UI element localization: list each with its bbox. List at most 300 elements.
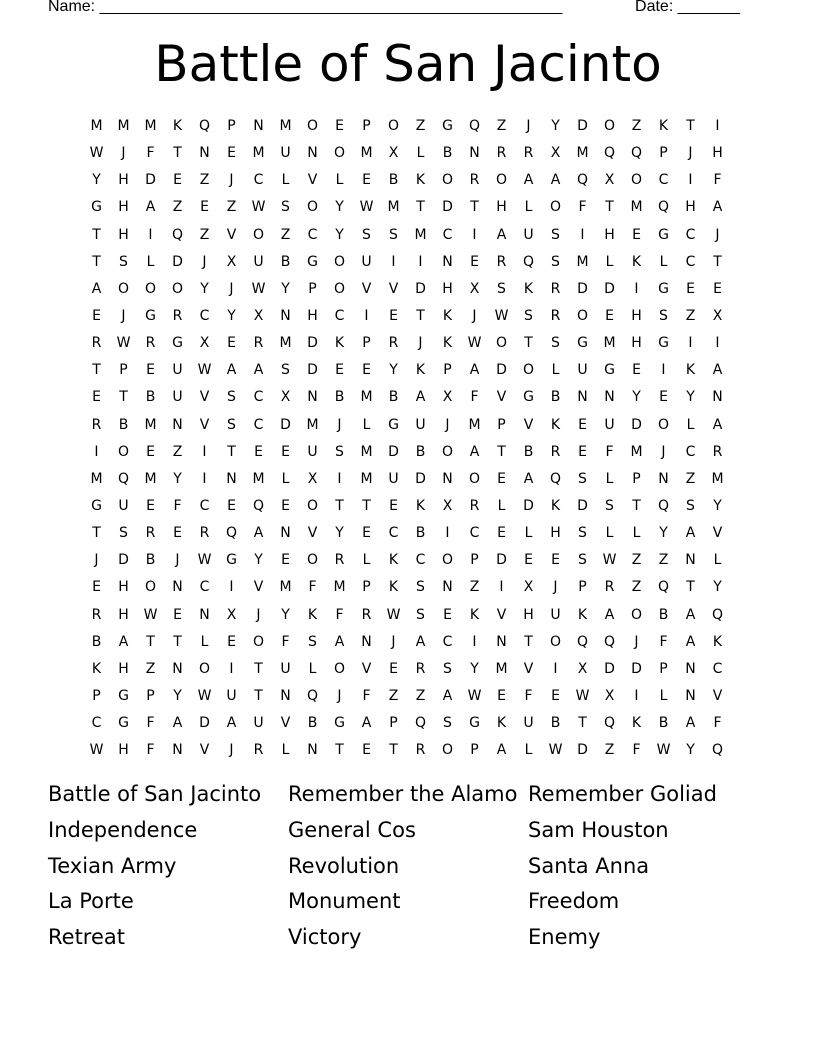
grid-letter[interactable]: Q — [711, 606, 724, 623]
grid-letter[interactable]: V — [226, 226, 237, 243]
grid-letter[interactable]: L — [335, 172, 344, 189]
grid-letter[interactable]: C — [199, 497, 210, 514]
grid-letter[interactable]: P — [308, 280, 317, 297]
grid-letter[interactable]: O — [441, 552, 454, 569]
grid-letter[interactable]: B — [388, 389, 399, 406]
grid-letter[interactable]: N — [226, 470, 237, 487]
grid-letter[interactable]: E — [335, 118, 344, 134]
grid-letter[interactable]: Z — [415, 118, 426, 134]
grid-letter[interactable]: P — [146, 687, 155, 704]
grid-letter[interactable]: Y — [281, 280, 290, 297]
grid-letter[interactable]: D — [307, 362, 318, 379]
grid-letter[interactable]: Y — [551, 118, 560, 134]
grid-letter[interactable]: K — [469, 606, 480, 623]
grid-letter[interactable]: E — [173, 525, 182, 542]
grid-letter[interactable]: W — [602, 552, 617, 569]
grid-letter[interactable]: J — [445, 416, 450, 433]
grid-letter[interactable]: L — [551, 362, 560, 379]
grid-letter[interactable]: T — [254, 687, 263, 704]
grid-letter[interactable]: I — [445, 525, 450, 542]
grid-letter[interactable]: B — [307, 715, 318, 732]
grid-letter[interactable]: T — [389, 742, 398, 759]
grid-letter[interactable]: N — [685, 660, 696, 677]
grid-letter[interactable]: G — [442, 118, 453, 134]
grid-letter[interactable]: X — [604, 687, 615, 704]
grid-letter[interactable]: A — [523, 470, 534, 487]
grid-letter[interactable]: R — [253, 335, 264, 352]
grid-letter[interactable]: N — [199, 606, 210, 623]
grid-letter[interactable]: M — [279, 118, 292, 134]
grid-letter[interactable]: K — [334, 335, 345, 352]
grid-letter[interactable]: V — [361, 280, 372, 297]
grid-letter[interactable]: G — [577, 335, 588, 352]
grid-letter[interactable]: Y — [686, 389, 695, 406]
grid-letter[interactable]: B — [658, 715, 669, 732]
grid-letter[interactable]: O — [387, 118, 400, 134]
grid-letter[interactable]: D — [604, 660, 615, 677]
grid-letter[interactable]: U — [604, 416, 615, 433]
grid-letter[interactable]: U — [307, 443, 318, 460]
grid-letter[interactable]: E — [254, 443, 263, 460]
grid-letter[interactable]: K — [577, 606, 588, 623]
grid-letter[interactable]: K — [523, 280, 534, 297]
grid-letter[interactable]: L — [605, 470, 614, 487]
grid-letter[interactable]: I — [364, 307, 369, 324]
grid-letter[interactable]: C — [253, 389, 264, 406]
grid-letter[interactable]: E — [281, 552, 290, 569]
grid-letter[interactable]: O — [603, 118, 616, 134]
grid-letter[interactable]: U — [523, 226, 534, 243]
grid-letter[interactable]: A — [226, 362, 237, 379]
grid-letter[interactable]: L — [632, 525, 641, 542]
grid-letter[interactable]: C — [253, 172, 264, 189]
grid-letter[interactable]: Z — [604, 742, 615, 759]
grid-letter[interactable]: W — [251, 199, 266, 216]
grid-letter[interactable]: J — [229, 172, 234, 189]
grid-letter[interactable]: E — [551, 687, 560, 704]
grid-letter[interactable]: A — [712, 416, 723, 433]
grid-letter[interactable]: M — [495, 660, 508, 677]
grid-letter[interactable]: Y — [335, 525, 344, 542]
grid-letter[interactable]: E — [92, 579, 101, 596]
grid-letter[interactable]: I — [661, 362, 666, 379]
grid-letter[interactable]: O — [252, 633, 265, 650]
grid-letter[interactable]: L — [686, 416, 695, 433]
grid-letter[interactable]: Q — [252, 497, 265, 514]
grid-letter[interactable]: D — [415, 280, 426, 297]
grid-letter[interactable]: L — [416, 145, 425, 162]
grid-letter[interactable]: L — [524, 199, 533, 216]
grid-letter[interactable]: R — [91, 335, 102, 352]
grid-letter[interactable]: R — [496, 145, 507, 162]
grid-letter[interactable]: O — [468, 470, 481, 487]
grid-letter[interactable]: J — [553, 579, 558, 596]
grid-letter[interactable]: C — [685, 253, 696, 270]
grid-letter[interactable]: Y — [200, 280, 209, 297]
grid-letter[interactable]: M — [144, 470, 157, 487]
grid-letter[interactable]: G — [469, 715, 480, 732]
grid-letter[interactable]: M — [333, 579, 346, 596]
grid-letter[interactable]: E — [281, 497, 290, 514]
grid-letter[interactable]: R — [496, 253, 507, 270]
grid-letter[interactable]: B — [550, 389, 561, 406]
grid-letter[interactable]: J — [337, 687, 342, 704]
grid-letter[interactable]: L — [362, 416, 371, 433]
grid-letter[interactable]: W — [494, 307, 509, 324]
grid-letter[interactable]: G — [172, 335, 183, 352]
grid-letter[interactable]: X — [307, 470, 318, 487]
grid-letter[interactable]: I — [715, 335, 720, 352]
grid-letter[interactable]: T — [713, 253, 722, 270]
grid-letter[interactable]: X — [604, 172, 615, 189]
grid-letter[interactable]: B — [415, 525, 426, 542]
grid-letter[interactable]: E — [605, 307, 614, 324]
grid-letter[interactable]: R — [199, 525, 210, 542]
grid-letter[interactable]: D — [604, 280, 615, 297]
grid-letter[interactable]: W — [251, 280, 266, 297]
grid-letter[interactable]: K — [442, 335, 453, 352]
grid-letter[interactable]: A — [91, 280, 102, 297]
grid-letter[interactable]: U — [415, 416, 426, 433]
grid-letter[interactable]: L — [605, 253, 614, 270]
grid-letter[interactable]: B — [442, 145, 453, 162]
grid-letter[interactable]: T — [416, 199, 425, 216]
grid-letter[interactable]: Z — [631, 118, 642, 134]
grid-letter[interactable]: A — [685, 715, 696, 732]
grid-letter[interactable]: R — [415, 742, 426, 759]
grid-letter[interactable]: Y — [335, 226, 344, 243]
grid-letter[interactable]: S — [227, 416, 236, 433]
grid-letter[interactable]: D — [631, 660, 642, 677]
grid-letter[interactable]: K — [631, 253, 642, 270]
grid-letter[interactable]: G — [523, 389, 534, 406]
grid-letter[interactable]: F — [659, 633, 668, 650]
grid-letter[interactable]: P — [632, 470, 641, 487]
grid-letter[interactable]: T — [173, 145, 182, 162]
grid-letter[interactable]: Q — [603, 633, 616, 650]
grid-letter[interactable]: F — [281, 633, 290, 650]
grid-letter[interactable]: V — [280, 715, 291, 732]
grid-letter[interactable]: R — [550, 280, 561, 297]
grid-letter[interactable]: D — [199, 715, 210, 732]
grid-letter[interactable]: M — [90, 470, 103, 487]
grid-letter[interactable]: D — [577, 742, 588, 759]
grid-letter[interactable]: T — [686, 118, 695, 134]
grid-letter[interactable]: S — [308, 633, 317, 650]
grid-letter[interactable]: S — [551, 226, 560, 243]
grid-letter[interactable]: A — [145, 199, 156, 216]
grid-letter[interactable]: R — [388, 335, 399, 352]
grid-letter[interactable]: P — [470, 552, 479, 569]
grid-letter[interactable]: P — [362, 579, 371, 596]
grid-letter[interactable]: T — [686, 579, 695, 596]
grid-letter[interactable]: X — [226, 606, 237, 623]
grid-letter[interactable]: F — [578, 199, 587, 216]
grid-letter[interactable]: X — [442, 497, 453, 514]
grid-letter[interactable]: F — [713, 172, 722, 189]
grid-letter[interactable]: X — [388, 145, 399, 162]
grid-letter[interactable]: A — [685, 525, 696, 542]
grid-letter[interactable]: E — [227, 497, 236, 514]
grid-letter[interactable]: N — [280, 525, 291, 542]
grid-letter[interactable]: N — [172, 742, 183, 759]
grid-letter[interactable]: N — [307, 145, 318, 162]
grid-letter[interactable]: F — [335, 606, 344, 623]
grid-letter[interactable]: Q — [468, 118, 481, 134]
grid-letter[interactable]: O — [522, 362, 535, 379]
grid-letter[interactable]: I — [418, 253, 423, 270]
grid-letter[interactable]: I — [94, 443, 99, 460]
grid-letter[interactable]: X — [577, 660, 588, 677]
grid-letter[interactable]: J — [121, 307, 126, 324]
grid-letter[interactable]: U — [280, 145, 291, 162]
grid-letter[interactable]: Q — [657, 497, 670, 514]
grid-letter[interactable]: C — [658, 172, 669, 189]
grid-letter[interactable]: M — [711, 470, 724, 487]
grid-letter[interactable]: M — [630, 199, 643, 216]
grid-letter[interactable]: W — [143, 606, 158, 623]
grid-letter[interactable]: N — [469, 145, 480, 162]
grid-letter[interactable]: C — [442, 633, 453, 650]
grid-letter[interactable]: Q — [603, 145, 616, 162]
grid-letter[interactable]: U — [172, 389, 183, 406]
grid-letter[interactable]: H — [631, 335, 642, 352]
grid-letter[interactable]: K — [415, 172, 426, 189]
grid-letter[interactable]: R — [550, 443, 561, 460]
grid-letter[interactable]: P — [389, 715, 398, 732]
grid-letter[interactable]: M — [252, 145, 265, 162]
grid-letter[interactable]: H — [712, 145, 723, 162]
grid-letter[interactable]: V — [199, 742, 210, 759]
grid-letter[interactable]: Z — [172, 443, 183, 460]
grid-letter[interactable]: G — [145, 307, 156, 324]
grid-letter[interactable]: D — [496, 552, 507, 569]
grid-letter[interactable]: M — [630, 443, 643, 460]
grid-letter[interactable]: I — [391, 253, 396, 270]
grid-letter[interactable]: Y — [173, 470, 182, 487]
grid-letter[interactable]: A — [442, 687, 453, 704]
grid-letter[interactable]: O — [252, 226, 265, 243]
grid-letter[interactable]: S — [578, 552, 587, 569]
grid-letter[interactable]: T — [605, 199, 614, 216]
grid-letter[interactable]: I — [229, 660, 234, 677]
grid-letter[interactable]: L — [308, 660, 317, 677]
grid-letter[interactable]: D — [577, 118, 588, 134]
grid-letter[interactable]: M — [360, 470, 373, 487]
grid-letter[interactable]: E — [686, 280, 695, 297]
grid-letter[interactable]: T — [92, 253, 101, 270]
grid-letter[interactable]: O — [495, 172, 508, 189]
grid-letter[interactable]: I — [499, 579, 504, 596]
grid-letter[interactable]: V — [712, 687, 723, 704]
grid-letter[interactable]: P — [92, 687, 101, 704]
grid-letter[interactable]: O — [549, 633, 562, 650]
grid-letter[interactable]: F — [524, 687, 533, 704]
grid-letter[interactable]: A — [253, 525, 264, 542]
grid-letter[interactable]: R — [334, 552, 345, 569]
grid-letter[interactable]: E — [281, 443, 290, 460]
grid-letter[interactable]: G — [307, 253, 318, 270]
grid-letter[interactable]: K — [91, 660, 102, 677]
grid-letter[interactable]: A — [172, 715, 183, 732]
grid-letter[interactable]: H — [118, 172, 129, 189]
grid-letter[interactable]: O — [495, 335, 508, 352]
grid-letter[interactable]: J — [175, 552, 180, 569]
grid-letter[interactable]: E — [362, 172, 371, 189]
grid-letter[interactable]: E — [146, 362, 155, 379]
grid-letter[interactable]: Y — [632, 389, 641, 406]
grid-letter[interactable]: S — [686, 497, 695, 514]
grid-letter[interactable]: O — [441, 443, 454, 460]
grid-letter[interactable]: O — [117, 443, 130, 460]
grid-letter[interactable]: M — [279, 335, 292, 352]
grid-letter[interactable]: Z — [199, 172, 210, 189]
grid-letter[interactable]: K — [307, 606, 318, 623]
grid-letter[interactable]: W — [548, 742, 563, 759]
grid-letter[interactable]: R — [523, 145, 534, 162]
grid-letter[interactable]: B — [280, 253, 291, 270]
grid-letter[interactable]: F — [146, 742, 155, 759]
grid-letter[interactable]: A — [550, 172, 561, 189]
grid-letter[interactable]: E — [227, 335, 236, 352]
grid-letter[interactable]: O — [171, 280, 184, 297]
grid-letter[interactable]: E — [713, 280, 722, 297]
grid-letter[interactable]: H — [118, 199, 129, 216]
grid-letter[interactable]: S — [524, 307, 533, 324]
grid-letter[interactable]: Q — [306, 687, 319, 704]
grid-letter[interactable]: K — [658, 118, 669, 134]
grid-letter[interactable]: E — [389, 660, 398, 677]
grid-letter[interactable]: C — [685, 443, 696, 460]
grid-letter[interactable]: E — [470, 253, 479, 270]
grid-letter[interactable]: L — [524, 742, 533, 759]
grid-letter[interactable]: X — [280, 389, 291, 406]
grid-letter[interactable]: I — [580, 226, 585, 243]
grid-letter[interactable]: E — [632, 226, 641, 243]
grid-letter[interactable]: L — [281, 470, 290, 487]
grid-letter[interactable]: Z — [658, 552, 669, 569]
grid-letter[interactable]: K — [496, 715, 507, 732]
grid-letter[interactable]: P — [119, 362, 128, 379]
grid-letter[interactable]: H — [118, 742, 129, 759]
grid-letter[interactable]: I — [688, 335, 693, 352]
grid-letter[interactable]: Z — [280, 226, 291, 243]
grid-letter[interactable]: Q — [576, 172, 589, 189]
grid-letter[interactable]: A — [523, 172, 534, 189]
grid-letter[interactable]: E — [632, 362, 641, 379]
grid-letter[interactable]: F — [632, 742, 641, 759]
grid-letter[interactable]: O — [117, 280, 130, 297]
grid-letter[interactable]: D — [415, 470, 426, 487]
grid-letter[interactable]: E — [227, 145, 236, 162]
grid-letter[interactable]: V — [496, 389, 507, 406]
grid-letter[interactable]: I — [553, 660, 558, 677]
grid-letter[interactable]: Y — [659, 525, 668, 542]
grid-letter[interactable]: F — [146, 715, 155, 732]
grid-letter[interactable]: V — [307, 172, 318, 189]
grid-letter[interactable]: T — [524, 335, 533, 352]
grid-letter[interactable]: A — [496, 742, 507, 759]
grid-letter[interactable]: N — [577, 389, 588, 406]
grid-letter[interactable]: K — [685, 362, 696, 379]
grid-letter[interactable]: O — [198, 660, 211, 677]
grid-letter[interactable]: A — [415, 633, 426, 650]
grid-letter[interactable]: H — [118, 606, 129, 623]
grid-letter[interactable]: M — [90, 118, 103, 134]
grid-letter[interactable]: S — [119, 525, 128, 542]
grid-letter[interactable]: S — [416, 606, 425, 623]
grid-letter[interactable]: A — [712, 362, 723, 379]
grid-letter[interactable]: M — [603, 335, 616, 352]
grid-letter[interactable]: N — [307, 742, 318, 759]
grid-letter[interactable]: T — [146, 633, 155, 650]
grid-letter[interactable]: S — [605, 497, 614, 514]
grid-letter[interactable]: Z — [388, 687, 399, 704]
grid-letter[interactable]: K — [550, 416, 561, 433]
grid-letter[interactable]: N — [172, 660, 183, 677]
grid-letter[interactable]: B — [145, 552, 156, 569]
grid-letter[interactable]: D — [577, 497, 588, 514]
grid-letter[interactable]: R — [712, 443, 723, 460]
grid-letter[interactable]: U — [172, 362, 183, 379]
grid-letter[interactable]: S — [362, 226, 371, 243]
grid-letter[interactable]: S — [227, 389, 236, 406]
grid-letter[interactable]: A — [226, 715, 237, 732]
grid-letter[interactable]: N — [685, 552, 696, 569]
grid-letter[interactable]: M — [144, 416, 157, 433]
grid-letter[interactable]: O — [549, 199, 562, 216]
grid-letter[interactable]: N — [685, 687, 696, 704]
grid-letter[interactable]: Z — [631, 579, 642, 596]
grid-letter[interactable]: G — [658, 335, 669, 352]
grid-letter[interactable]: R — [415, 660, 426, 677]
grid-letter[interactable]: J — [391, 633, 396, 650]
grid-letter[interactable]: Q — [603, 715, 616, 732]
grid-letter[interactable]: G — [604, 362, 615, 379]
grid-letter[interactable]: E — [335, 362, 344, 379]
grid-letter[interactable]: N — [604, 389, 615, 406]
grid-letter[interactable]: J — [418, 335, 423, 352]
grid-letter[interactable]: I — [688, 172, 693, 189]
grid-letter[interactable]: U — [253, 253, 264, 270]
grid-letter[interactable]: A — [604, 606, 615, 623]
grid-letter[interactable]: M — [414, 226, 427, 243]
grid-letter[interactable]: M — [576, 253, 589, 270]
grid-letter[interactable]: Y — [686, 742, 695, 759]
grid-letter[interactable]: G — [118, 687, 129, 704]
grid-letter[interactable]: K — [712, 633, 723, 650]
grid-letter[interactable]: J — [229, 742, 234, 759]
grid-letter[interactable]: J — [472, 307, 477, 324]
grid-letter[interactable]: W — [89, 742, 104, 759]
grid-letter[interactable]: E — [389, 497, 398, 514]
grid-letter[interactable]: F — [713, 715, 722, 732]
grid-letter[interactable]: P — [470, 742, 479, 759]
grid-letter[interactable]: H — [523, 606, 534, 623]
grid-letter[interactable]: O — [144, 579, 157, 596]
grid-letter[interactable]: M — [576, 145, 589, 162]
grid-letter[interactable]: I — [634, 687, 639, 704]
grid-letter[interactable]: J — [229, 280, 234, 297]
grid-letter[interactable]: Z — [415, 687, 426, 704]
grid-letter[interactable]: A — [415, 389, 426, 406]
grid-letter[interactable]: F — [605, 443, 614, 460]
grid-letter[interactable]: T — [335, 497, 344, 514]
grid-letter[interactable]: L — [281, 742, 290, 759]
grid-letter[interactable]: S — [416, 579, 425, 596]
grid-letter[interactable]: D — [631, 416, 642, 433]
grid-letter[interactable]: Q — [414, 715, 427, 732]
